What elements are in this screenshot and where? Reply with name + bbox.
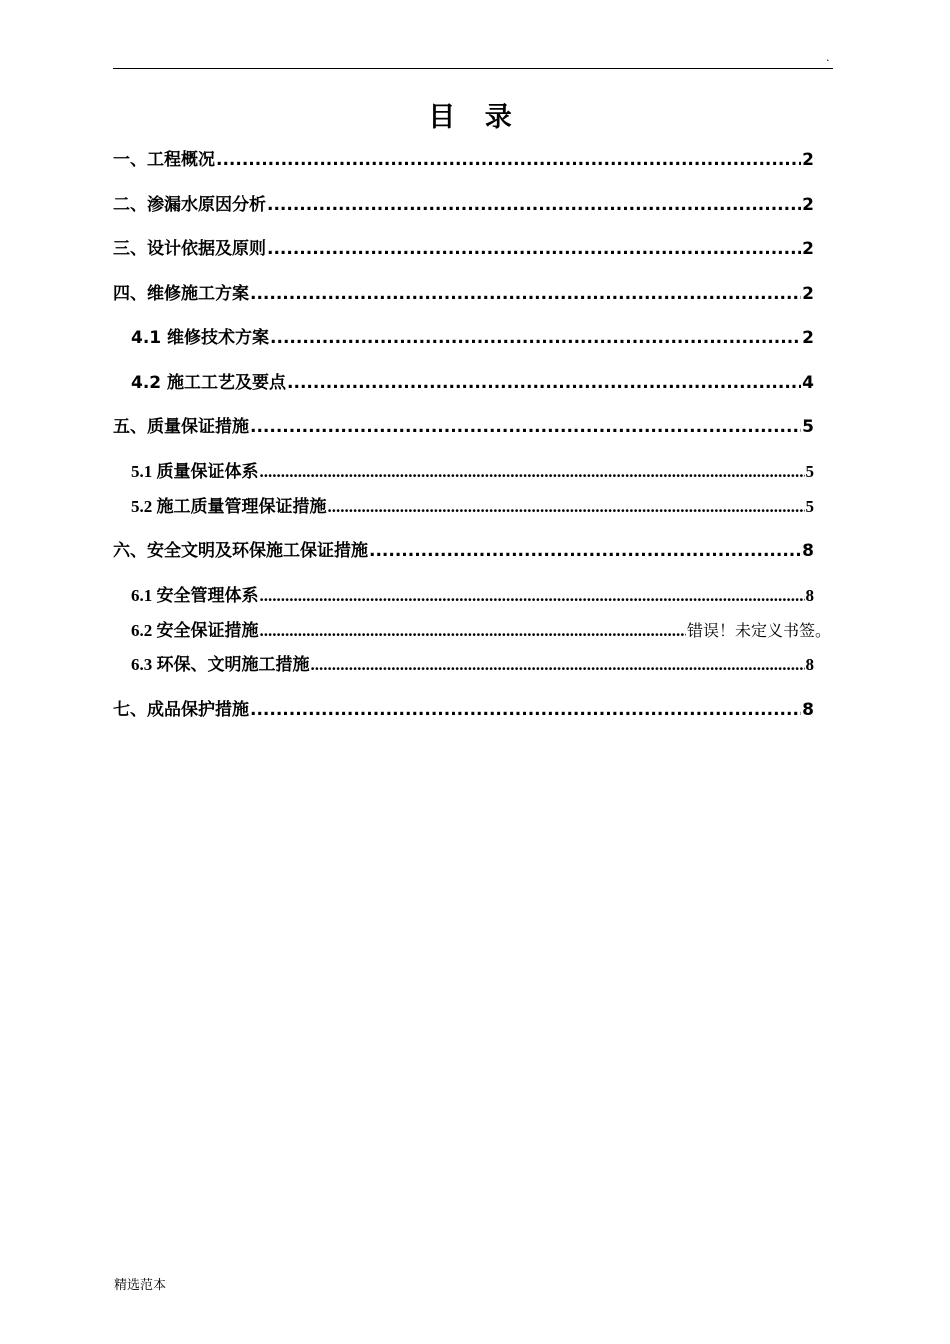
toc-entry-page: 2 xyxy=(802,239,814,259)
toc-entry-5-2[interactable] xyxy=(131,495,814,519)
toc-entry-page: 4 xyxy=(802,373,814,393)
toc-entry-4[interactable] xyxy=(113,282,814,306)
toc-leader xyxy=(250,282,801,306)
toc-leader xyxy=(328,495,805,519)
header-mark: . xyxy=(826,51,830,64)
toc-entry-6[interactable] xyxy=(113,539,814,563)
toc-entry-5-1[interactable] xyxy=(131,460,814,484)
toc-entry-6-2[interactable] xyxy=(131,619,831,643)
toc-entry-label: 二、渗漏水原因分析 xyxy=(113,195,266,215)
toc-entry-page: 2 xyxy=(802,195,814,215)
toc-entry-4-1[interactable] xyxy=(131,326,814,350)
toc-entry-label: 七、成品保护措施 xyxy=(113,700,249,720)
toc-entry-page: 2 xyxy=(802,328,814,348)
toc-entry-page-error: 错误！未定义书签。 xyxy=(686,621,831,640)
toc-title: 目 录 xyxy=(428,102,522,133)
toc-entry-label: 四、维修施工方案 xyxy=(113,284,249,304)
toc-entry-3[interactable] xyxy=(113,237,814,261)
toc-entry-6-1[interactable] xyxy=(131,584,814,608)
toc-entry-5[interactable] xyxy=(113,415,814,439)
toc-entry-page: 5 xyxy=(802,417,814,437)
toc-leader xyxy=(260,619,686,643)
toc-entry-label: 6.3 环保、文明施工措施 xyxy=(131,655,310,674)
toc-entry-page: 8 xyxy=(805,655,814,674)
toc-entry-label: 五、质量保证措施 xyxy=(113,417,249,437)
toc-leader xyxy=(267,193,801,217)
toc-entry-page: 5 xyxy=(805,462,814,481)
toc-entry-4-2[interactable] xyxy=(131,371,814,395)
toc-entry-page: 2 xyxy=(802,284,814,304)
toc-leader xyxy=(267,237,801,261)
toc-entry-label: 4.2 施工工艺及要点 xyxy=(131,373,287,393)
toc-leader xyxy=(369,539,801,563)
toc-entry-6-3[interactable] xyxy=(131,653,814,677)
toc-entry-1[interactable] xyxy=(113,148,814,172)
toc-leader xyxy=(216,148,801,172)
toc-entry-label: 6.2 安全保证措施 xyxy=(131,621,259,640)
toc-entry-2[interactable] xyxy=(113,193,814,217)
toc-entry-page: 8 xyxy=(802,541,814,561)
footer-text: 精选范本 xyxy=(114,1278,167,1293)
toc-leader xyxy=(260,584,805,608)
toc-leader xyxy=(311,653,805,677)
toc-entry-7[interactable] xyxy=(113,698,814,722)
toc-leader xyxy=(270,326,801,350)
toc-entry-label: 4.1 维修技术方案 xyxy=(131,328,270,348)
toc-leader xyxy=(260,460,805,484)
toc-entry-page: 2 xyxy=(802,150,814,170)
toc-leader xyxy=(250,415,801,439)
toc-entry-page: 8 xyxy=(802,700,814,720)
toc-entry-label: 六、安全文明及环保施工保证措施 xyxy=(113,541,368,561)
toc-leader xyxy=(287,371,801,395)
toc-entry-label: 一、工程概况 xyxy=(113,150,215,170)
toc-leader xyxy=(250,698,801,722)
toc-entry-label: 5.1 质量保证体系 xyxy=(131,462,259,481)
toc-entry-label: 三、设计依据及原则 xyxy=(113,239,266,259)
toc-entry-page: 8 xyxy=(805,586,814,605)
toc-entry-label: 6.1 安全管理体系 xyxy=(131,586,259,605)
toc-entry-page: 5 xyxy=(805,497,814,516)
header-rule xyxy=(113,68,833,69)
toc-entry-label: 5.2 施工质量管理保证措施 xyxy=(131,497,327,516)
